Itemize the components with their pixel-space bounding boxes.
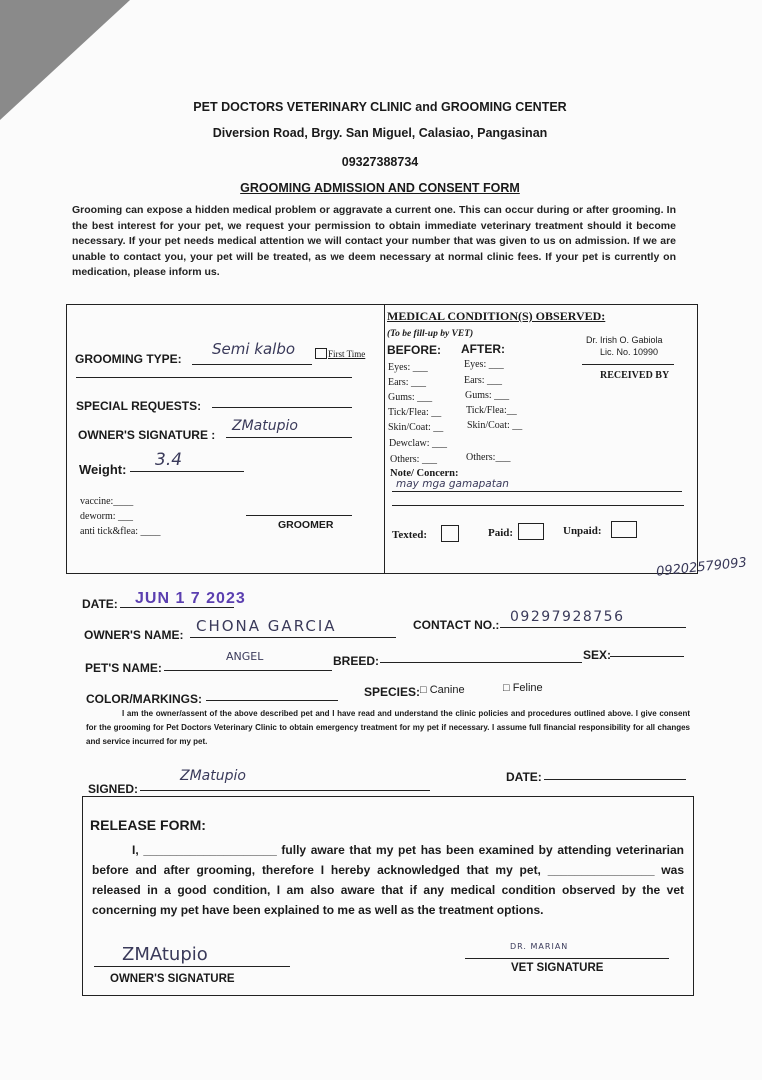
before-dewclaw: Dewclaw: ___ [389, 438, 448, 449]
grooming-type-label: GROOMING TYPE: [75, 352, 182, 366]
weight-value[interactable]: 3.4 [155, 450, 183, 470]
form-title: GROOMING ADMISSION AND CONSENT FORM [240, 181, 520, 195]
special-requests-label: SPECIAL REQUESTS: [76, 399, 202, 413]
antitick-label: anti tick&flea: ____ [80, 526, 161, 537]
medical-subtitle: (To be fill-up by VET) [387, 329, 474, 339]
color-markings-line [206, 700, 338, 701]
after-label: AFTER: [461, 342, 505, 356]
pet-name-line [164, 670, 332, 671]
before-skin: Skin/Coat: __ [388, 422, 444, 433]
owner-signature-label: OWNER'S SIGNATURE : [78, 428, 216, 442]
folded-corner [0, 0, 130, 120]
note-value[interactable]: may mga gamapatan [396, 478, 509, 490]
after-others: Others:___ [466, 452, 511, 463]
medical-title: MEDICAL CONDITION(S) OBSERVED: [387, 309, 606, 323]
owner-signature-line [226, 437, 352, 438]
breed-label: BREED: [333, 654, 380, 668]
species-label: SPECIES: [364, 685, 421, 699]
deworm-label: deworm: ___ [80, 511, 134, 522]
date-label: DATE: [82, 597, 118, 611]
release-vet-sig-label: VET SIGNATURE [511, 962, 604, 974]
unpaid-label: Unpaid: [563, 525, 602, 537]
release-owner-sig-value[interactable]: ZMAtupio [122, 944, 208, 965]
paid-checkbox[interactable] [518, 523, 544, 540]
consent-paragraph: I am the owner/assent of the above described pet and I have read and understand the clinic policies and procedures outlined above. I give consent for the grooming for Pet Doctors Veterinary Clinic to obtain emergency treatment for my pet if necessary. I assume full financial responsibility for all changes and service incurred for my pet. [86, 709, 690, 746]
grooming-type-line [192, 364, 312, 365]
sex-label: SEX: [583, 648, 612, 662]
before-tick: Tick/Flea: __ [388, 407, 442, 418]
release-owner-sig-label: OWNER'S SIGNATURE [110, 973, 235, 985]
release-owner-sig-line [94, 966, 290, 967]
owner-name-value[interactable]: CHONA GARCIA [196, 617, 337, 635]
note-line-2 [392, 505, 684, 506]
paid-label: Paid: [488, 527, 514, 539]
owner-name-label: OWNER'S NAME: [84, 628, 184, 642]
release-paragraph: I, ____________________ fully aware that my pet has been examined by attending veterinarian before and after grooming, therefore I hereby acknowledged that my pet, ________________ was released in a good condition, I am also aware that if any medical condition observed by the vet concerning my pet have been explained to me as well as the treatment options. [92, 843, 684, 917]
vaccine-label: vaccine:____ [80, 496, 134, 507]
owner-name-line [190, 637, 396, 638]
contact-value[interactable]: 09297928756 [510, 609, 625, 625]
received-by-label: RECEIVED BY [600, 370, 670, 381]
groomer-line [246, 515, 352, 516]
signed-label: SIGNED: [88, 782, 139, 796]
contact-label: CONTACT NO.: [413, 618, 500, 632]
weight-label: Weight: [79, 462, 127, 477]
before-eyes: Eyes: ___ [388, 362, 428, 373]
signed-date-label: DATE: [506, 770, 542, 784]
color-markings-label: COLOR/MARKINGS: [86, 692, 202, 706]
before-ears: Ears: ___ [388, 377, 427, 388]
before-label: BEFORE: [387, 343, 441, 357]
breed-line [380, 662, 582, 663]
special-requests-line [212, 407, 352, 408]
unpaid-checkbox[interactable] [611, 521, 637, 538]
note-label: Note/ Concern: [390, 468, 459, 479]
intro-paragraph: Grooming can expose a hidden medical problem or aggravate a current one. This can occur during or after grooming. In the best interest for your pet, we request your permission to obtain immediate veterinary treatment should it become necessary. If your pet needs medical attention we will contact your number that was given to us on admission. If we are unable to contact you, your pet will be treated, as we deem necessary at normal clinic fees. If your pet is currently on medication, please inform us. [72, 204, 676, 278]
margin-phone-note: 09202579093 [655, 555, 748, 580]
signed-line [140, 790, 430, 791]
note-line-1 [392, 491, 682, 492]
before-gums: Gums: ___ [388, 392, 433, 403]
first-time-label: First Time [328, 349, 366, 359]
vet-name-stamp: Dr. Irish O. Gabiola [586, 335, 663, 345]
before-others: Others: ___ [390, 454, 437, 465]
after-skin: Skin/Coat: __ [467, 420, 523, 431]
grooming-type-value[interactable]: Semi kalbo [212, 340, 296, 358]
vet-license-stamp: Lic. No. 10990 [600, 347, 659, 357]
texted-label: Texted: [392, 529, 428, 541]
owner-signature-value[interactable]: ZMatupio [232, 418, 298, 434]
received-by-line [582, 364, 674, 365]
feline-option[interactable]: □ Feline [503, 682, 543, 694]
texted-checkbox[interactable] [441, 525, 459, 542]
pet-name-label: PET'S NAME: [85, 661, 162, 675]
contact-line [500, 627, 686, 628]
signed-date-line [544, 779, 686, 780]
grooming-type-line-2 [76, 377, 352, 378]
after-tick: Tick/Flea:__ [466, 405, 517, 416]
pet-name-value[interactable]: ANGEL [226, 650, 264, 663]
first-time-checkbox[interactable] [315, 348, 327, 359]
weight-line [130, 471, 244, 472]
date-stamp: JUN 1 7 2023 [135, 590, 246, 607]
sex-line [610, 656, 684, 657]
groomer-label: GROOMER [278, 519, 334, 531]
release-vet-sig-line [465, 958, 669, 959]
canine-option[interactable]: □ Canine [420, 684, 465, 696]
after-ears: Ears: ___ [464, 375, 503, 386]
after-gums: Gums: ___ [465, 390, 510, 401]
release-vet-sig-value[interactable]: DR. MARIAN [510, 942, 569, 951]
signed-value[interactable]: ZMatupio [180, 768, 246, 784]
clinic-phone: 09327388734 [341, 155, 419, 169]
clinic-address: Diversion Road, Brgy. San Miguel, Calasiao, Pangasinan [212, 126, 548, 140]
after-eyes: Eyes: ___ [464, 359, 504, 370]
release-title: RELEASE FORM: [90, 817, 206, 833]
panel-divider [384, 305, 385, 573]
clinic-name: PET DOCTORS VETERINARY CLINIC and GROOMING CENTER [193, 100, 567, 114]
